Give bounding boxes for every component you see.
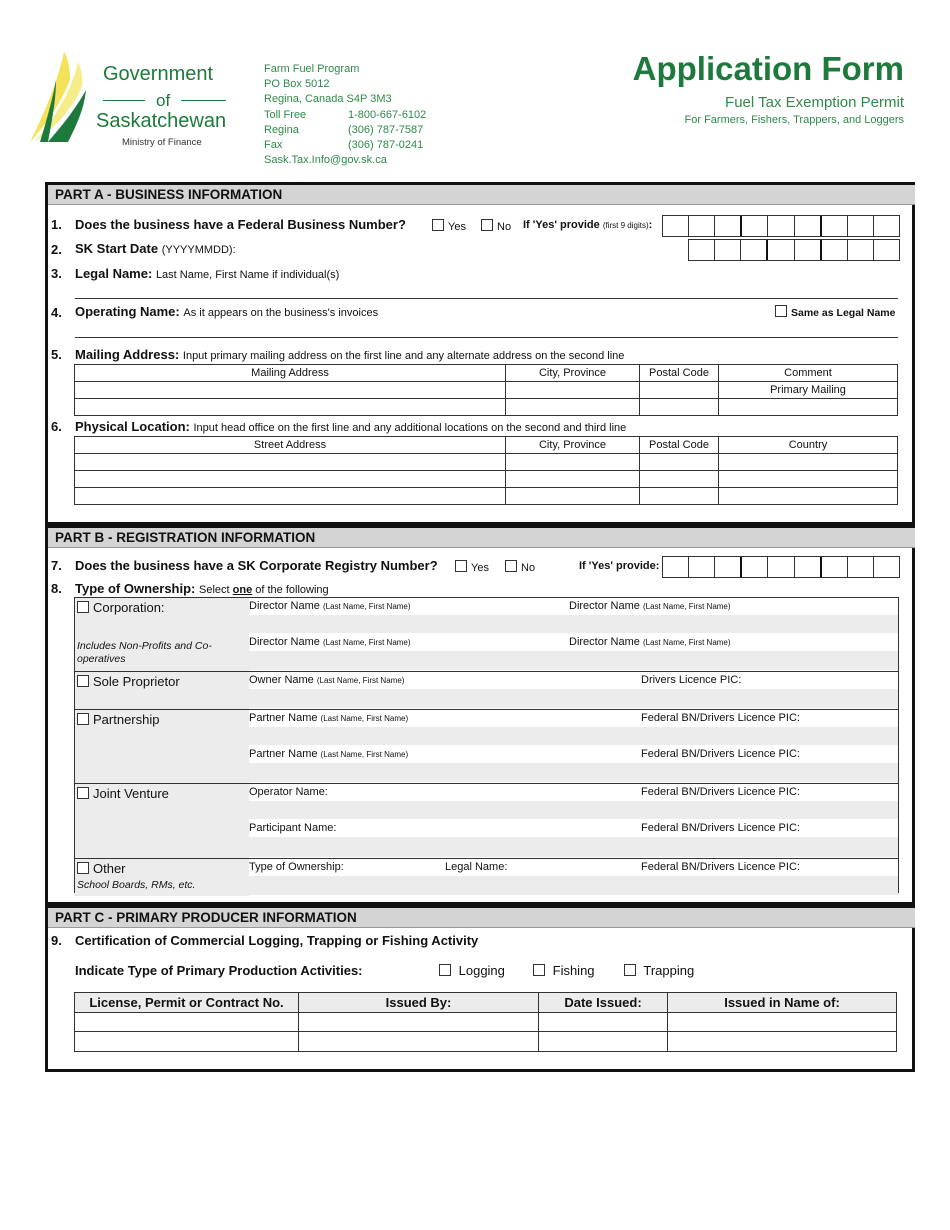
participant-name-label: Participant Name: — [249, 822, 337, 834]
logo — [28, 50, 233, 150]
contact-line: Fax (306) 787-0241 — [264, 139, 424, 152]
col-header: Issued in Name of: — [668, 993, 897, 1013]
director-name-label: Director Name (Last Name, First Name) — [249, 636, 411, 648]
table-cell[interactable] — [75, 1013, 299, 1032]
director-name-input[interactable] — [249, 651, 898, 670]
table-cell[interactable] — [640, 471, 719, 488]
table-cell[interactable] — [539, 1032, 668, 1052]
checkbox-icon[interactable] — [505, 560, 517, 572]
federal-bn-label: Federal BN/Drivers Licence PIC: — [641, 748, 800, 760]
table-cell[interactable] — [640, 399, 719, 416]
table-cell[interactable] — [640, 454, 719, 471]
other-input[interactable] — [249, 876, 898, 895]
q7-no[interactable]: No — [505, 560, 535, 574]
table-cell[interactable] — [75, 382, 506, 399]
ownership-row-joint-venture — [75, 784, 898, 859]
joint-venture-label[interactable]: Joint Venture — [75, 784, 249, 858]
logo-of: of — [156, 91, 171, 110]
partnership-label[interactable]: Partnership — [75, 710, 249, 783]
contact-line: Regina (306) 787-7587 — [264, 123, 424, 136]
mailing-address-table — [74, 364, 898, 416]
ownership-row-other — [75, 859, 898, 896]
legal-name-input[interactable] — [75, 298, 898, 299]
table-cell[interactable] — [506, 454, 640, 471]
q2-number: 2. — [51, 242, 62, 257]
partner-name-input[interactable] — [249, 727, 898, 745]
col-header: Postal Code — [640, 437, 719, 454]
q9-number: 9. — [51, 933, 62, 948]
col-header: Postal Code — [640, 365, 719, 382]
table-cell[interactable] — [506, 382, 640, 399]
q3-number: 3. — [51, 266, 62, 281]
director-name-label: Director Name (Last Name, First Name) — [249, 600, 411, 612]
q5-text: Mailing Address: Input primary mailing address on the first line and any alternate address on the second line — [75, 347, 625, 362]
logo-line2 — [103, 90, 227, 110]
corporation-sub: Includes Non-Profits and Co-operatives — [77, 640, 212, 665]
federal-bn-label: Federal BN/Drivers Licence PIC: — [641, 822, 800, 834]
ownership-row-corporation — [75, 598, 898, 672]
q6-text: Physical Location: Input head office on the first line and any additional locations on the second and third line — [75, 419, 627, 434]
checkbox-icon[interactable] — [439, 964, 451, 976]
col-header: City, Province — [506, 365, 640, 382]
contact-line: Toll Free 1-800-667-6102 — [264, 108, 427, 121]
q4-number: 4. — [51, 305, 62, 320]
col-header: Issued By: — [299, 993, 539, 1013]
table-cell[interactable] — [719, 454, 898, 471]
operating-name-input[interactable] — [75, 337, 898, 338]
table-cell[interactable] — [75, 1032, 299, 1052]
part-c-heading: PART C - PRIMARY PRODUCER INFORMATION — [48, 908, 915, 928]
sole-proprietor-label[interactable]: Sole Proprietor — [75, 672, 249, 709]
q1-text: Does the business have a Federal Business Number? — [75, 217, 406, 232]
q8-number: 8. — [51, 581, 62, 596]
checkbox-icon[interactable] — [77, 675, 89, 687]
q1-provide: If 'Yes' provide (first 9 digits): — [523, 219, 653, 231]
q3-text: Legal Name: Last Name, First Name if individual(s) — [75, 266, 340, 281]
part-a-heading: PART A - BUSINESS INFORMATION — [48, 185, 915, 205]
director-name-input[interactable] — [249, 615, 898, 633]
federal-bn-input[interactable] — [662, 215, 900, 237]
q4-text: Operating Name: As it appears on the business's invoices — [75, 304, 379, 319]
federal-bn-label: Federal BN/Drivers Licence PIC: — [641, 786, 800, 798]
table-cell[interactable] — [506, 488, 640, 505]
contact-block — [264, 62, 426, 168]
permit-table — [74, 992, 897, 1052]
ownership-row-partnership — [75, 710, 898, 784]
table-cell[interactable] — [640, 488, 719, 505]
col-header: License, Permit or Contract No. — [75, 993, 299, 1013]
federal-bn-label: Federal BN/Drivers Licence PIC: — [641, 861, 800, 873]
activity-trapping[interactable]: Trapping — [624, 963, 694, 978]
indicate-activities: Indicate Type of Primary Production Activities: — [75, 963, 363, 978]
partner-name-input[interactable] — [249, 763, 898, 782]
q2-text: SK Start Date (YYYYMMDD): — [75, 241, 236, 256]
q6-number: 6. — [51, 419, 62, 434]
q7-number: 7. — [51, 558, 62, 573]
title-block — [633, 50, 904, 126]
table-cell[interactable] — [668, 1032, 897, 1052]
physical-location-table — [74, 436, 898, 505]
other-label[interactable]: Other School Boards, RMs, etc. — [75, 859, 249, 896]
table-cell[interactable] — [719, 399, 898, 416]
checkbox-icon[interactable] — [775, 305, 787, 317]
page-title: Application Form — [632, 50, 904, 87]
q1-yes[interactable]: Yes — [432, 219, 466, 233]
col-header: Mailing Address — [75, 365, 506, 382]
checkbox-icon[interactable] — [77, 862, 89, 874]
activity-logging[interactable]: Logging — [439, 963, 505, 978]
partner-name-label: Partner Name (Last Name, First Name) — [249, 748, 409, 760]
ownership-row-sole — [75, 672, 898, 710]
checkbox-icon[interactable] — [432, 219, 444, 231]
sk-registry-input[interactable] — [662, 556, 900, 578]
table-cell[interactable] — [719, 471, 898, 488]
col-header: City, Province — [506, 437, 640, 454]
contact-city: Regina, Canada S4P 3M3 — [264, 93, 392, 106]
owner-name-input[interactable] — [249, 689, 898, 708]
q1-number: 1. — [51, 217, 62, 232]
ownership-table — [74, 597, 899, 893]
checkbox-icon[interactable] — [77, 787, 89, 799]
table-cell[interactable] — [640, 382, 719, 399]
checkbox-icon[interactable] — [533, 964, 545, 976]
type-of-ownership-label: Type of Ownership: — [249, 861, 344, 873]
checkbox-icon[interactable] — [481, 219, 493, 231]
legal-name-label: Legal Name: — [445, 861, 508, 873]
ministry: Ministry of Finance — [122, 137, 202, 148]
checkbox-icon[interactable] — [624, 964, 636, 976]
contact-program: Farm Fuel Program — [264, 63, 360, 75]
table-cell[interactable] — [668, 1013, 897, 1032]
page-subtitle2: For Farmers, Fishers, Trappers, and Loggers — [684, 114, 904, 126]
contact-email[interactable]: Sask.Tax.Info@gov.sk.ca — [264, 154, 387, 167]
table-cell[interactable] — [299, 1032, 539, 1052]
q7-provide: If 'Yes' provide: — [579, 560, 660, 572]
comment-primary: Primary Mailing — [719, 382, 898, 399]
table-cell[interactable] — [539, 1013, 668, 1032]
table-cell[interactable] — [75, 454, 506, 471]
table-cell[interactable] — [506, 471, 640, 488]
table-cell[interactable] — [506, 399, 640, 416]
logo-line3: Saskatchewan — [96, 110, 227, 132]
col-header: Date Issued: — [539, 993, 668, 1013]
other-sub: School Boards, RMs, etc. — [77, 879, 196, 891]
col-header: Country — [719, 437, 898, 454]
partner-name-label: Partner Name (Last Name, First Name) — [249, 712, 409, 724]
q9-text: Certification of Commercial Logging, Trapping or Fishing Activity — [75, 933, 479, 948]
activity-fishing[interactable]: Fishing — [533, 963, 595, 978]
table-cell[interactable] — [299, 1013, 539, 1032]
corporation-label[interactable]: Corporation: Includes Non-Profits and Co-operatives — [75, 598, 249, 671]
table-cell[interactable] — [75, 488, 506, 505]
q7-text: Does the business have a SK Corporate Registry Number? — [75, 558, 438, 573]
drivers-licence-label: Drivers Licence PIC: — [641, 674, 742, 686]
wheat-logo-icon — [28, 50, 98, 145]
q7-yes[interactable]: Yes — [455, 560, 489, 574]
operator-name-label: Operator Name: — [249, 786, 328, 798]
q5-number: 5. — [51, 347, 62, 362]
table-cell[interactable] — [75, 399, 506, 416]
table-cell[interactable] — [719, 488, 898, 505]
participant-name-input[interactable] — [249, 837, 898, 857]
federal-bn-label: Federal BN/Drivers Licence PIC: — [641, 712, 800, 724]
same-as-legal-checkbox[interactable]: Same as Legal Name — [775, 305, 895, 319]
director-name-label: Director Name (Last Name, First Name) — [569, 600, 731, 612]
checkbox-icon[interactable] — [77, 713, 89, 725]
q1-no[interactable]: No — [481, 219, 511, 233]
checkbox-icon[interactable] — [77, 601, 89, 613]
owner-name-label: Owner Name (Last Name, First Name) — [249, 674, 405, 686]
director-name-label: Director Name (Last Name, First Name) — [569, 636, 731, 648]
table-cell[interactable] — [75, 471, 506, 488]
contact-box: PO Box 5012 — [264, 78, 330, 91]
checkbox-icon[interactable] — [455, 560, 467, 572]
sk-start-date-input[interactable] — [688, 239, 900, 261]
col-header: Comment — [719, 365, 898, 382]
logo-line1: Government — [103, 63, 214, 85]
q8-text: Type of Ownership: Select one of the following — [75, 581, 329, 596]
col-header: Street Address — [75, 437, 506, 454]
part-b-heading: PART B - REGISTRATION INFORMATION — [48, 528, 915, 548]
operator-name-input[interactable] — [249, 801, 898, 819]
page-subtitle: Fuel Tax Exemption Permit — [725, 94, 904, 111]
